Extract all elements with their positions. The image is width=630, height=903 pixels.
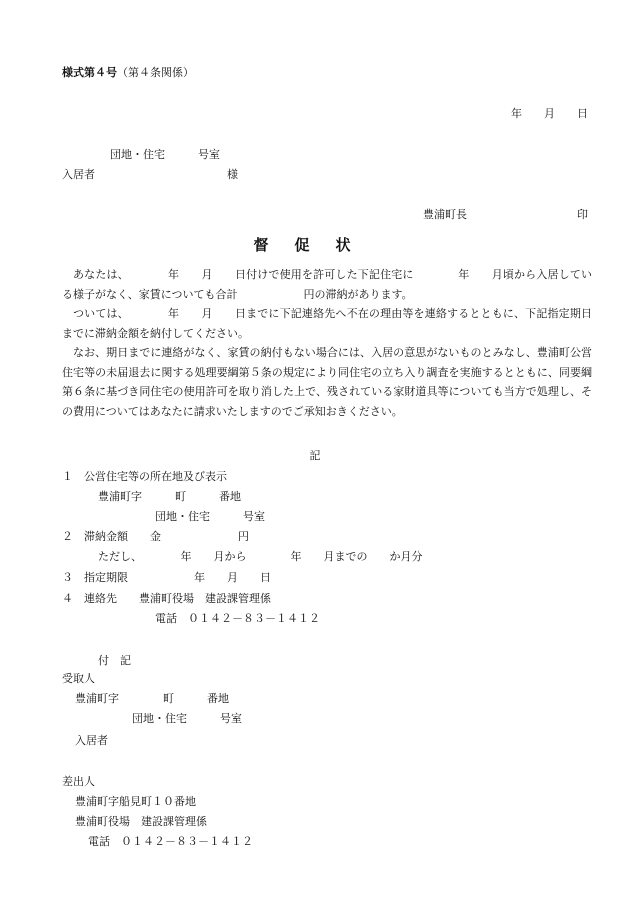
addressee-housing: 団地・住宅 号室 — [110, 148, 220, 161]
form-number: 様式第４号 — [62, 66, 117, 79]
item1-housing: 団地・住宅 号室 — [155, 510, 265, 523]
recipient-resident: 入居者 — [75, 734, 108, 747]
recipient-heading: 受取人 — [62, 672, 95, 685]
form-header — [62, 66, 194, 80]
sender-office: 豊浦町役場 建設課管理係 — [75, 815, 207, 828]
body-paragraph-3: なお、期日までに連絡がなく、家賃の納付もない場合には、入居の意思がないものとみなし、豊浦町公営住宅等の未届退去に関する処理要綱第５条の規定により同住宅の立ち入り調査を実施するとともに、同要綱第６条に基づき同住宅の使用許可を取り消した上で、残されている家財道具等についても当方で処理し、その費用についてはあなたに請求いたしますのでご承知おきください。 — [62, 346, 592, 418]
page-title: 督促状 — [253, 236, 377, 254]
item4-phone: 電話 ０１４２－８３－１４１２ — [155, 612, 320, 625]
body-paragraph-1: あなたは、 年 月 日付けで使用を許可した下記住宅に 年 月頃から入居している様子がなく、家賃についても合計 円の滞納があります。 — [62, 268, 592, 301]
item2-period: ただし、 年 月から 年 月までの か月分 — [98, 550, 423, 563]
fuki-heading: 付 記 — [98, 654, 131, 667]
sender-mayor: 豊浦町長 印 — [423, 208, 588, 221]
date-line: 年 月 日 — [511, 107, 588, 120]
recipient-housing: 団地・住宅 号室 — [132, 712, 242, 725]
item1-label: １ 公営住宅等の所在地及び表示 — [62, 470, 227, 483]
sender-phone: 電話 ０１４２－８３－１４１２ — [88, 835, 253, 848]
item3-label: ３ 指定期限 年 月 日 — [62, 571, 271, 584]
recipient-address: 豊浦町字 町 番地 — [75, 692, 229, 705]
item2-label: ２ 滞納金額 金 円 — [62, 530, 249, 543]
addressee-resident: 入居者 様 — [62, 168, 238, 181]
form-reference: （第４条関係） — [117, 66, 194, 79]
item4-label: ４ 連絡先 豊浦町役場 建設課管理係 — [62, 592, 271, 605]
body-paragraph-2: ついては、 年 月 日までに下記連絡先へ不在の理由等を連絡するとともに、下記指定期日までに滞納金額を納付してください。 — [62, 307, 592, 340]
sender-address: 豊浦町字船見町１０番地 — [75, 795, 196, 808]
ki-heading: 記 — [309, 449, 321, 462]
sender-heading: 差出人 — [62, 775, 95, 788]
item1-address: 豊浦町字 町 番地 — [98, 490, 241, 503]
